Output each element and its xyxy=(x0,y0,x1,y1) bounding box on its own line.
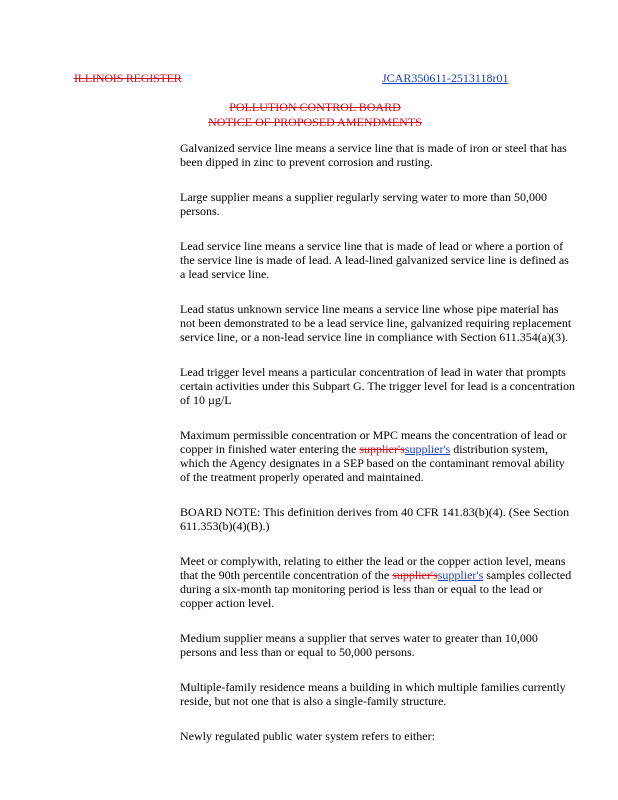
meet-text-b: samples collected during a six-month tap monitoring period is less than or equal to the lead or copper action level. xyxy=(180,568,572,610)
meet-text-a: Meet or complywith, relating to either the lead or the copper action level, means that the 90th percentile concentration of the xyxy=(180,554,566,582)
document-id: JCAR350611-2513118r01 xyxy=(382,71,509,85)
register-header: ILLINOIS REGISTER xyxy=(74,71,182,85)
board-note: BOARD NOTE: This definition derives from 40 CFR 141.83(b)(4). (See Section 611.353(b)(4)(B).) xyxy=(180,505,570,533)
mpc-inserted-word: supplier's xyxy=(404,442,451,456)
notice-title xyxy=(0,100,618,130)
definition-lead-status-unknown: Lead status unknown service line means a service line whose pipe material has not been demonstrated to be a lead service line, galvanized requiring replacement service line, or a non-lead service line in compliance with Section 611.354(a)(3). xyxy=(180,302,572,344)
definition-galvanized-service-line: Galvanized service line means a service line that is made of iron or steel that has been dipped in zinc to prevent corrosion and rusting. xyxy=(180,141,567,169)
definition-meet-or-comply xyxy=(180,554,575,610)
title-line-2: NOTICE OF PROPOSED AMENDMENTS xyxy=(208,115,422,129)
mpc-text-b: distribution system, which the Agency designates in a SEP based on the contaminant removal ability of the treatment properly operated and maintained. xyxy=(180,442,565,484)
definition-lead-trigger-level: Lead trigger level means a particular concentration of lead in water that prompts certain activities under this Subpart G. The trigger level for lead is a concentration of 10 µg/L xyxy=(180,365,575,407)
definition-maximum-permissible-concentration xyxy=(180,428,575,484)
definitions-body xyxy=(180,141,575,764)
mpc-deleted-word: supplier's xyxy=(359,442,405,456)
title-line-1: POLLUTION CONTROL BOARD xyxy=(229,100,401,114)
definition-newly-regulated-system: Newly regulated public water system refers to either: xyxy=(180,729,435,743)
definition-large-supplier: Large supplier means a supplier regularly serving water to more than 50,000 persons. xyxy=(180,190,548,218)
meet-deleted-word: supplier's xyxy=(392,568,438,582)
definition-lead-service-line: Lead service line means a service line that is made of lead or where a portion of the service line is made of lead. A lead-lined galvanized service line is defined as a lead service line. xyxy=(180,239,569,281)
definition-multiple-family-residence: Multiple-family residence means a building in which multiple families currently reside, but not one that is also a single-family structure. xyxy=(180,680,566,708)
definition-medium-supplier: Medium supplier means a supplier that serves water to greater than 10,000 persons and less than or equal to 50,000 persons. xyxy=(180,631,538,659)
meet-inserted-word: supplier's xyxy=(437,568,484,582)
mpc-text-a: Maximum permissible concentration or MPC means the concentration of lead or copper in finished water entering the xyxy=(180,428,567,456)
